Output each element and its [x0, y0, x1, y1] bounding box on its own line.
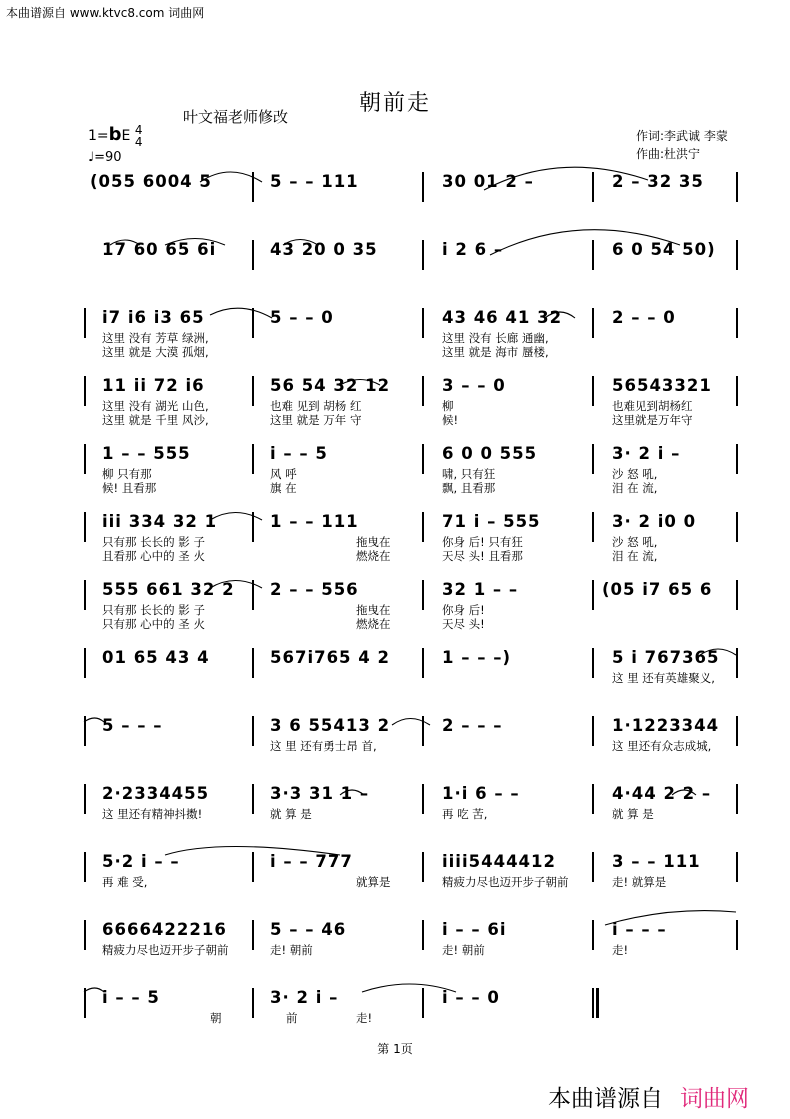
slur — [210, 513, 262, 521]
song-subtitle: 叶文福老师修改 — [183, 108, 289, 126]
lyric-line-1: 你身 后! — [442, 603, 485, 617]
measure-notes: 3· 2 i0 0 — [612, 512, 697, 531]
lyric-line-1: 拖曳在 — [356, 603, 391, 617]
slur — [110, 240, 140, 245]
slur — [340, 790, 364, 795]
measure-notes: 71 i – 555 — [442, 512, 541, 531]
measure-notes: i – – 6i — [442, 920, 507, 939]
lyric-line-2: 泪 在 流, — [612, 549, 658, 563]
slur — [84, 718, 104, 722]
lyric-line-1: 只有那 长长的 影 子 — [102, 535, 205, 549]
lyric-line-2: 候! — [442, 413, 459, 427]
slur — [545, 312, 575, 318]
watermark-source: 本曲谱源自 — [548, 1086, 663, 1112]
measure-notes: 5 – – 111 — [270, 172, 359, 191]
lyric-line-1: 啸, 只有狂 — [442, 467, 496, 481]
measure-notes: i – – 777 — [270, 852, 353, 871]
lyric-line-2: 且看那 心中的 圣 火 — [102, 549, 205, 563]
measure-notes: 2·2334455 — [102, 784, 210, 803]
lyric-line-1: 这里 没有 芳草 绿洲, — [102, 331, 209, 345]
lyric-line-1: 走! 就算是 — [612, 875, 667, 889]
measure-notes: 11 ii 72 i6 — [102, 376, 205, 395]
lyric-line-1: 走! 朝前 — [270, 943, 313, 957]
measure-notes: 1 – – 111 — [270, 512, 359, 531]
lyric-line-1: 这 里 还有勇士昂 首, — [270, 739, 377, 753]
lyric-line-1: 拖曳在 — [356, 535, 391, 549]
measure-notes: 43 20 0 35 — [270, 240, 378, 259]
lyric-line-2: 只有那 心中的 圣 火 — [102, 617, 205, 631]
measure-notes: 5·2 i – – — [102, 852, 180, 871]
page-number: 第 1页 — [377, 1042, 413, 1056]
slur — [340, 380, 380, 386]
slur — [484, 167, 648, 190]
measure-notes: 1 – – –) — [442, 648, 512, 667]
lyric-line-1: 朝 — [210, 1011, 222, 1025]
lyric-line-1: 走! 朝前 — [442, 943, 485, 957]
lyric-line-1: 这 里还有精神抖擞! — [102, 807, 203, 821]
lyric-line-2: 这里就是万年守 — [612, 413, 693, 427]
measure-notes: 56543321 — [612, 376, 712, 395]
lyric-line-2: 这里 就是 大漠 孤烟, — [102, 345, 209, 359]
lyric-line-1: 沙 怒 吼, — [612, 535, 658, 549]
measure-notes: 5 i 767365 — [612, 648, 720, 667]
lyric-line-1: 这 里还有众志成城, — [612, 739, 712, 753]
measure-notes: 2 – – 0 — [612, 308, 676, 327]
slur — [200, 172, 262, 182]
measure-notes: i – – 5 — [102, 988, 160, 1007]
tempo-marking: ♩=90 — [88, 150, 122, 165]
lyric-line-2: 飘, 且看那 — [442, 481, 496, 495]
measure-notes: 2 – – 556 — [270, 580, 359, 599]
lyric-line-1: 这里 没有 湖光 山色, — [102, 399, 209, 413]
lyric-line-1: 柳 只有那 — [102, 467, 152, 481]
measure-notes: 5 – – – — [102, 716, 163, 735]
measure-notes: i – – – — [612, 920, 667, 939]
lyric-line-2: 这里 就是 千里 风沙, — [102, 413, 209, 427]
measure-notes: 32 1 – – — [442, 580, 519, 599]
measure-notes: i7 i6 i3 65 — [102, 308, 205, 327]
measure-notes: 2 – – – — [442, 716, 503, 735]
lyric-line-1: 前 — [286, 1011, 298, 1025]
key-signature: 1=bE 4 4 — [88, 123, 143, 149]
measure-notes: 56 54 32 12 — [270, 376, 391, 395]
measure-notes: 30 01 2 – — [442, 172, 534, 191]
measure-notes: 1 – – 555 — [102, 444, 191, 463]
lyricist-credit: 作词:李武诚 李蒙 — [636, 129, 728, 143]
lyric-line-2: 候! 且看那 — [102, 481, 157, 495]
measure-notes: 2 – 32 35 — [612, 172, 704, 191]
measure-notes: 43 46 41 32 — [442, 308, 563, 327]
lyric-line-1: 这 里 还有英雄聚义, — [612, 671, 715, 685]
lyric-line-2: 燃烧在 — [356, 549, 391, 563]
composer-credit: 作曲:杜洪宁 — [636, 147, 701, 161]
measure-notes: 17 60 65 6i — [102, 240, 217, 259]
measure-notes: 555 661 32 2 — [102, 580, 235, 599]
lyric-line-2: 旗 在 — [270, 481, 297, 495]
measure-notes: iiii5444412 — [442, 852, 556, 871]
measure-notes: 3· 2 i – — [270, 988, 339, 1007]
slur — [700, 649, 736, 655]
measure-notes: iii 334 32 1 — [102, 512, 218, 531]
lyric-line-1: 只有那 长长的 影 子 — [102, 603, 205, 617]
lyric-line-1: 精疲力尽也迈开步子朝前 — [442, 875, 569, 889]
lyric-line-2: 这里 就是 万年 守 — [270, 413, 362, 427]
slur — [165, 239, 225, 246]
measure-notes: 5 – – 46 — [270, 920, 347, 939]
lyric-line-1: 再 难 受, — [102, 875, 148, 889]
measure-notes: 1·1223344 — [612, 716, 720, 735]
measure-notes: 6666422216 — [102, 920, 227, 939]
lyric-line-1: 就 算 是 — [270, 807, 312, 821]
slur — [165, 847, 340, 856]
lyric-line-1: 就算是 — [356, 875, 391, 889]
measure-notes: i – – 5 — [270, 444, 328, 463]
lyric-line-1: 走! — [356, 1011, 373, 1025]
measure-notes: 6 0 0 555 — [442, 444, 538, 463]
lyric-line-1: 柳 — [442, 399, 454, 413]
lyric-line-1: 精疲力尽也迈开步子朝前 — [102, 943, 229, 957]
measure-notes: i 2 6 – — [442, 240, 504, 259]
measure-notes: 567i765 4 2 — [270, 648, 390, 667]
slur — [392, 719, 430, 726]
lyric-line-2: 天尽 头! — [442, 617, 485, 631]
slur — [283, 240, 318, 246]
measure-notes: 5 – – 0 — [270, 308, 334, 327]
lyric-line-2: 这里 就是 海市 蜃楼, — [442, 345, 549, 359]
lyric-line-1: 这里 没有 长廊 通幽, — [442, 331, 549, 345]
slur — [210, 581, 262, 589]
measure-notes: 4·44 2 2 – — [612, 784, 712, 803]
lyric-line-1: 也难见到胡杨红 — [612, 399, 693, 413]
measure-notes: 3·3 31 1 – — [270, 784, 370, 803]
measure-notes: 3 6 55413 2 — [270, 716, 391, 735]
lyric-line-1: 就 算 是 — [612, 807, 654, 821]
watermark-site: 词曲网 — [680, 1086, 749, 1112]
lyric-line-2: 泪 在 流, — [612, 481, 658, 495]
source-header: 本曲谱源自 www.ktvc8.com 词曲网 — [6, 6, 205, 20]
measure-notes: 3· 2 i – — [612, 444, 681, 463]
lyric-line-1: 风 呼 — [270, 467, 297, 481]
measure-notes: 1·i 6 – – — [442, 784, 520, 803]
measure-notes: (055 6004 5 — [90, 172, 212, 191]
measure-notes: 6 0 54 50) — [612, 240, 716, 259]
lyric-line-1: 你身 后! 只有狂 — [442, 535, 523, 549]
measure-notes: (05 i7 65 6 — [602, 580, 713, 599]
lyric-line-1: 走! — [612, 943, 629, 957]
lyric-line-1: 再 吃 苦, — [442, 807, 488, 821]
lyric-line-1: 沙 怒 吼, — [612, 467, 658, 481]
slur — [605, 911, 736, 925]
song-title: 朝前走 — [358, 91, 431, 116]
lyric-line-2: 燃烧在 — [356, 617, 391, 631]
slur — [362, 984, 456, 992]
slur — [490, 230, 680, 255]
measure-notes: 3 – – 0 — [442, 376, 506, 395]
measure-notes: 01 65 43 4 — [102, 648, 210, 667]
measure-notes: 3 – – 111 — [612, 852, 701, 871]
lyric-line-1: 也难 见到 胡杨 红 — [270, 399, 362, 413]
measure-notes: i – – 0 — [442, 988, 500, 1007]
lyric-line-2: 天尽 头! 且看那 — [442, 549, 523, 563]
slur — [84, 988, 104, 992]
slur — [210, 308, 272, 318]
slur — [672, 790, 696, 795]
